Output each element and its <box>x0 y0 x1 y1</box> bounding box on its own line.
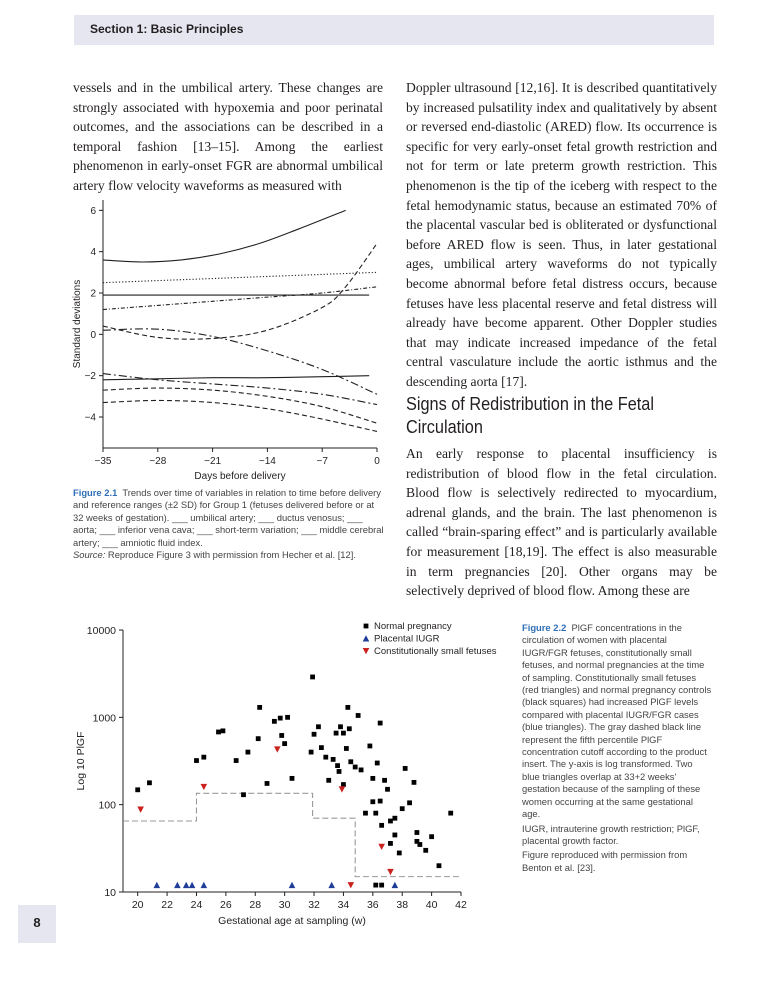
x-tick-label: 32 <box>308 899 320 911</box>
data-point <box>256 736 261 741</box>
y-tick-label: 100 <box>98 799 116 812</box>
legend-label: Constitutionally small fetuses <box>374 646 497 657</box>
data-point <box>378 721 383 726</box>
data-point <box>338 724 343 729</box>
data-point <box>137 807 144 813</box>
legend-label: Placental IUGR <box>374 633 440 645</box>
data-point <box>392 882 399 888</box>
page-number: 8 <box>33 915 41 930</box>
data-point <box>265 781 270 786</box>
series-line <box>103 329 377 394</box>
data-point <box>257 705 262 710</box>
x-tick-label: 36 <box>366 899 379 911</box>
data-point <box>289 882 296 888</box>
data-point <box>341 782 346 787</box>
data-point <box>201 784 208 790</box>
y-axis-label: Standard deviations <box>72 279 83 369</box>
y-axis-label: Log 10 PlGF <box>75 731 87 791</box>
x-tick-label: 40 <box>425 899 438 911</box>
data-point <box>345 705 350 710</box>
data-point <box>400 806 405 811</box>
series-line <box>103 243 377 339</box>
y-tick-label: −2 <box>84 371 96 383</box>
figure-2-1-caption <box>73 487 385 561</box>
y-tick-label: 6 <box>90 205 96 217</box>
data-point <box>337 769 342 774</box>
data-point <box>147 780 152 785</box>
x-tick-label: 28 <box>249 899 262 911</box>
figure-2-2-chart <box>68 610 513 940</box>
figure-2-1-source-label: Source: <box>73 549 106 561</box>
x-tick-label: −28 <box>149 456 167 467</box>
data-point <box>194 758 199 763</box>
data-point <box>403 766 408 771</box>
data-point <box>407 800 412 805</box>
data-point <box>415 830 420 835</box>
figure-2-2-caption-text: PlGF concentrations in the circulation of women with placental IUGR/FGR fetuses, constitutionally small fetuses, and normal pregnancies at the time of sampling. Constitutionally small fetuses (red triangles) and normal pregnancy controls (black squares) had increased PlGF levels compared with placental IUGR/FGR cases (blue triangles). The gray dashed black line represent the fifth percentile PlGF concentration cutoff according to the product insert. The y-axis is log transformed. Two blue triangles overlap at 33+2 weeks' gestation because of the sampling of these women occurring at the same gestational age. <box>522 622 712 820</box>
section-header-bar <box>74 15 714 45</box>
data-point <box>272 719 277 724</box>
data-point <box>375 761 380 766</box>
data-point <box>285 715 290 720</box>
data-point <box>397 851 402 856</box>
data-point <box>378 799 383 804</box>
data-point <box>417 842 422 847</box>
x-tick-label: −35 <box>94 456 112 467</box>
data-point <box>234 758 239 763</box>
legend-marker <box>364 624 369 629</box>
data-point <box>388 819 393 824</box>
y-tick-label: 0 <box>90 329 96 341</box>
data-point <box>279 733 284 738</box>
data-point <box>331 757 336 762</box>
legend-label: Normal pregnancy <box>374 621 452 632</box>
data-point <box>373 883 378 888</box>
figure-2-1-label: Figure 2.1 <box>73 487 118 498</box>
series-line <box>103 400 377 431</box>
x-axis-label: Gestational age at sampling (w) <box>218 915 366 927</box>
x-tick-label: 26 <box>220 899 232 911</box>
body-paragraph-right-2: An early response to placental insufficiency is redistribution of blood flow in the fetal circulation. Blood flow is selectively redirected to myocardium, adrenal glands, and the brain. The last phenomenon is called “brain-sparing effect” and is particularly available for measurement [18,19]. The effect is also measurable in term pregnancies [20]. Other organs may be selectively deprived of blood flow. Among these are <box>406 446 717 599</box>
x-tick-label: 20 <box>131 899 144 911</box>
data-point <box>174 882 181 888</box>
x-tick-label: 34 <box>337 899 350 911</box>
data-point <box>312 732 317 737</box>
y-tick-label: 4 <box>90 247 96 259</box>
data-point <box>363 811 368 816</box>
x-tick-label: −7 <box>316 456 328 467</box>
data-point <box>221 728 226 733</box>
x-tick-label: 24 <box>190 899 203 911</box>
data-point <box>241 792 246 797</box>
y-tick-label: 1000 <box>92 712 116 725</box>
legend-marker <box>363 648 370 654</box>
body-paragraph-left: vessels and in the umbilical artery. These changes are strongly associated with hypoxemia and poor perinatal outcomes, and the associations can be described in a temporal fashion [13–15]. Among the earliest phenomenon in early-onset FGR are abnormal umbilical artery flow velocity waveforms as measured with <box>73 80 383 193</box>
x-tick-label: 38 <box>396 899 409 911</box>
x-axis-label: Days before delivery <box>194 471 286 482</box>
data-point <box>326 778 331 783</box>
data-point <box>437 863 442 868</box>
data-point <box>328 882 335 888</box>
data-point <box>347 726 352 731</box>
data-point <box>316 724 321 729</box>
figure-2-2-abbreviations: IUGR, intrauterine growth restriction; PlGF, placental growth factor. <box>522 822 700 846</box>
data-point <box>367 744 372 749</box>
x-tick-label: 22 <box>161 899 173 911</box>
data-point <box>378 844 385 850</box>
body-paragraph-right-1: Doppler ultrasound [12,16]. It is described quantitatively by increased pulsatility index and qualitatively by absent or reversed end-diastolic (ARED) flow. Its occurrence is specific for very early-onset fetal growth restriction and not for term or late preterm growth restriction. This phenomenon is the tip of the iceberg with respect to the fetal hemodynamic status, because an estimated 70% of the placental vascular bed is obliterated or dysfunctional before ARED flow is seen. Thus, in later gestational ages, umbilical artery waveforms do not typically become abnormal before fetal distress occurs, because fetuses have less placental reserve and fetal distress will already have become apparent. Other Doppler studies that may indicate increased impedance of the fetal central vasculature include the aortic isthmus and the descending aorta [17]. <box>406 80 717 389</box>
data-point <box>310 675 315 680</box>
data-point <box>387 869 394 875</box>
data-point <box>388 841 393 846</box>
data-point <box>278 716 283 721</box>
data-point <box>370 799 375 804</box>
figure-2-1-source: Reproduce Figure 3 with permission from Hecher et al. [12]. <box>107 549 356 561</box>
data-point <box>379 883 384 888</box>
data-point <box>135 787 140 792</box>
data-point <box>379 823 384 828</box>
data-point <box>290 776 295 781</box>
data-point <box>274 746 281 752</box>
data-point <box>347 882 354 888</box>
x-tick-label: 42 <box>455 899 467 911</box>
series-line <box>103 210 346 262</box>
x-tick-label: −14 <box>258 456 276 467</box>
page-number-box <box>18 905 56 943</box>
x-tick-label: 0 <box>374 456 380 467</box>
data-point <box>392 816 397 821</box>
figure-2-2-caption <box>522 622 712 874</box>
data-point <box>392 833 397 838</box>
data-point <box>189 882 196 888</box>
legend-marker <box>363 635 370 641</box>
data-point <box>339 786 346 792</box>
data-point <box>344 746 349 751</box>
y-tick-label: 2 <box>90 288 96 300</box>
section-heading: Signs of Redistribution in the Fetal Circulation <box>406 393 654 437</box>
series-line <box>103 376 369 380</box>
data-point <box>183 882 190 888</box>
data-point <box>216 730 221 735</box>
x-tick-label: −21 <box>204 456 222 467</box>
data-point <box>373 811 378 816</box>
data-point <box>370 776 375 781</box>
data-point <box>334 731 339 736</box>
data-point <box>335 763 340 768</box>
y-tick-label: 10000 <box>86 625 116 637</box>
y-tick-label: 10 <box>104 887 116 899</box>
data-point <box>154 882 161 888</box>
figure-2-1-caption-text: Trends over time of variables in relation to time before delivery and reference ranges (±2 SD) for Group 1 (fetuses delivered before or at 32 weeks of gestation). ___ umbilical artery; ___ ductus venosus; ___ aorta; ___ inferior vena cava; ___ short-term variation; ___ middle cerebral artery; ___ amniotic fluid index. <box>73 487 384 548</box>
figure-2-2-reproduction-note: Figure reproduced with permission from Benton et al. [23]. <box>522 849 688 873</box>
data-point <box>201 755 206 760</box>
data-point <box>423 848 428 853</box>
data-point <box>412 780 417 785</box>
figure-2-2-label: Figure 2.2 <box>522 622 567 633</box>
data-point <box>319 745 324 750</box>
figure-2-1-chart <box>68 192 398 482</box>
data-point <box>382 778 387 783</box>
y-tick-label: −4 <box>84 412 96 424</box>
data-point <box>201 882 208 888</box>
data-point <box>309 750 314 755</box>
section-header-text: Section 1: Basic Principles <box>90 22 244 36</box>
fifth-percentile-cutoff-line <box>123 793 460 876</box>
series-line <box>103 272 377 282</box>
data-point <box>429 834 434 839</box>
data-point <box>356 713 361 718</box>
data-point <box>341 731 346 736</box>
data-point <box>282 741 287 746</box>
data-point <box>448 811 453 816</box>
data-point <box>246 750 251 755</box>
data-point <box>385 787 390 792</box>
x-tick-label: 30 <box>278 899 291 911</box>
data-point <box>353 765 358 770</box>
data-point <box>323 755 328 760</box>
data-point <box>348 759 353 764</box>
data-point <box>359 768 364 773</box>
